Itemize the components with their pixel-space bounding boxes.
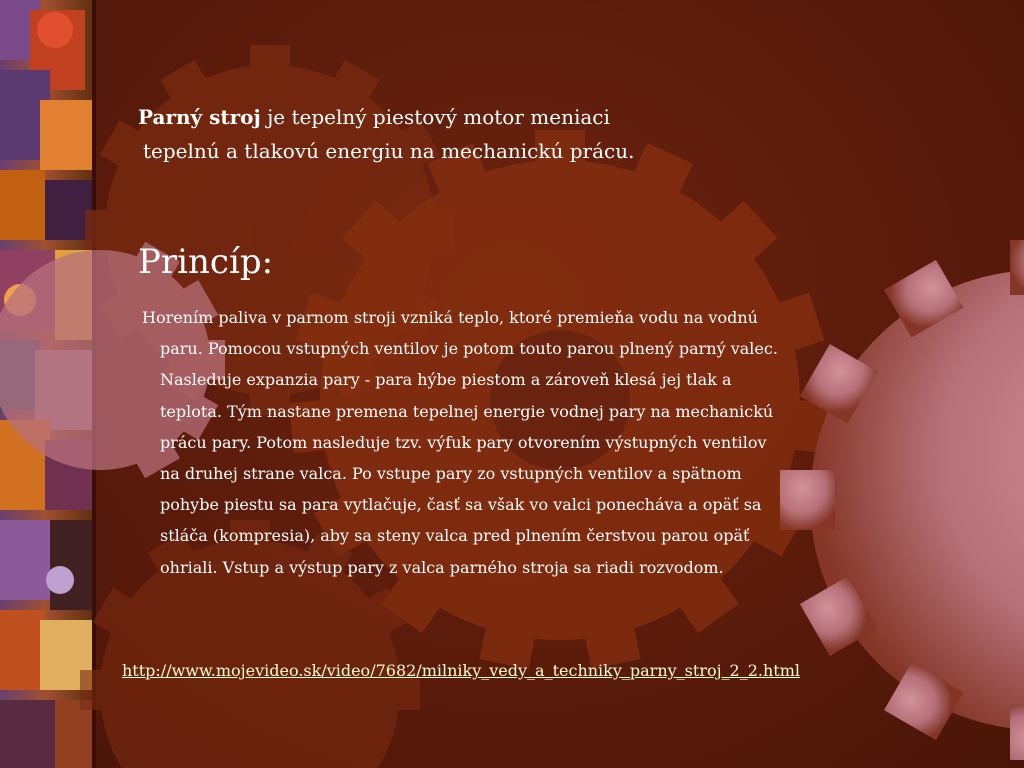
- intro-line2: tepelnú a tlakovú energiu na mechanickú prácu.: [143, 139, 635, 163]
- intro-line1-rest: je tepelný piestový motor meniaci: [260, 105, 610, 129]
- intro-text: [138, 100, 738, 168]
- section-heading: Princíp:: [138, 242, 274, 282]
- source-video-link[interactable]: http://www.mojevideo.sk/video/7682/milniky_vedy_a_techniky_parny_stroj_2_2.html: [122, 661, 801, 680]
- body-paragraph: Horením paliva v parnom stroji vzniká teplo, ktoré premieňa vodu na vodnú paru. Pomocou vstupných ventilov je potom touto parou plnený parný valec. Nasleduje expanzia pary - para hýbe piestom a zároveň klesá jej tlak a teplota. Tým nastane premena tepelnej energie vodnej pary na mechanickú prácu pary. Potom nasleduje tzv. výfuk pary otvorením výstupných ventilov na druhej strane valca. Po vstupe pary zo vstupných ventilov a spätnom pohybe piestu sa para vytlačuje, časť sa však vo valci ponecháva a opäť sa stláča (kompresia), aby sa steny valca pred plnením čerstvou parou opäť ohriali. Vstup a výstup pary z valca parného stroja sa riadi rozvodom.: [142, 308, 778, 577]
- intro-bold-term: Parný stroj: [138, 105, 261, 129]
